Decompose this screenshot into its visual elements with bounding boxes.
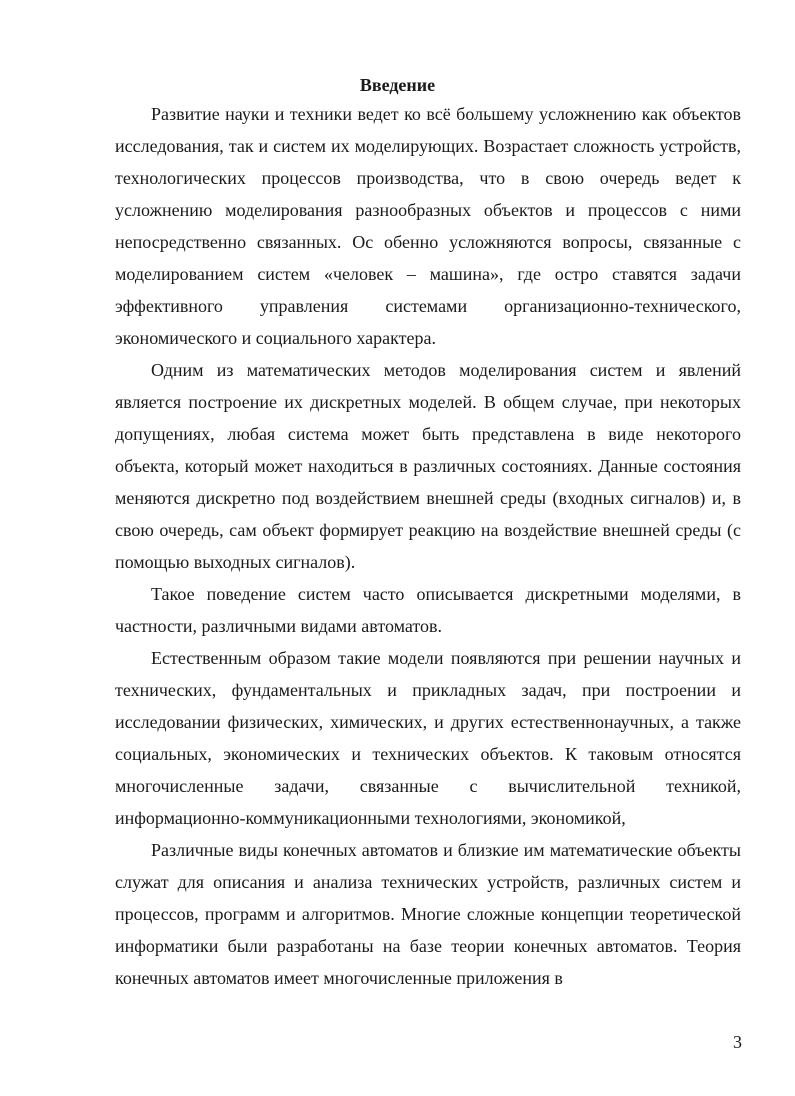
paragraph-5: Различные виды конечных автоматов и близкие им математические объекты служат для описания и анализа технических устройств, различных систем и процессов, программ и алгоритмов. Многие сложные концепции теоретической информатики были разработаны на базе теории конечных автоматов. Теория конечных автоматов имеет многочисленные приложения в bbox=[115, 840, 741, 988]
paragraph-3: Такое поведение систем часто описывается дискретными моделями, в частности, различными видами автоматов. bbox=[115, 584, 741, 636]
body-text bbox=[115, 98, 741, 994]
paragraph-1: Развитие науки и техники ведет ко всё большему усложнению как объектов исследования, так и систем их моделирующих. Возрастает сложность устройств, технологических процессов производства, что в свою очередь ведет к усложнению моделирования разнообразных объектов и процессов с ними непосредственно связанных. Ос обенно усложняются вопросы, связанные с моделированием систем «человек – машина», где остро ставятся задачи эффективного управления системами организационно-технического, экономического и социального характера. bbox=[115, 104, 741, 348]
page-number: 3 bbox=[733, 1032, 742, 1052]
paragraph-4: Естественным образом такие модели появляются при решении научных и технических, фундаментальных и прикладных задач, при построении и исследовании физических, химических, и других естественнонаучных, а также социальных, экономических и технических объектов. К таковым относятся многочисленные задачи, связанные с вычислительной техникой, информационно-коммуникационными технологиями, экономикой, bbox=[115, 648, 741, 828]
paragraph-2: Одним из математических методов моделирования систем и явлений является построение их дискретных моделей. В общем случае, при некоторых допущениях, любая система может быть представлена в виде некоторого объекта, который может находиться в различных состояниях. Данные состояния меняются дискретно под воздействием внешней среды (входных сигналов) и, в свою очередь, сам объект формирует реакцию на воздействие внешней среды (с помощью выходных сигналов). bbox=[115, 360, 741, 572]
page-title: Введение bbox=[359, 75, 436, 95]
